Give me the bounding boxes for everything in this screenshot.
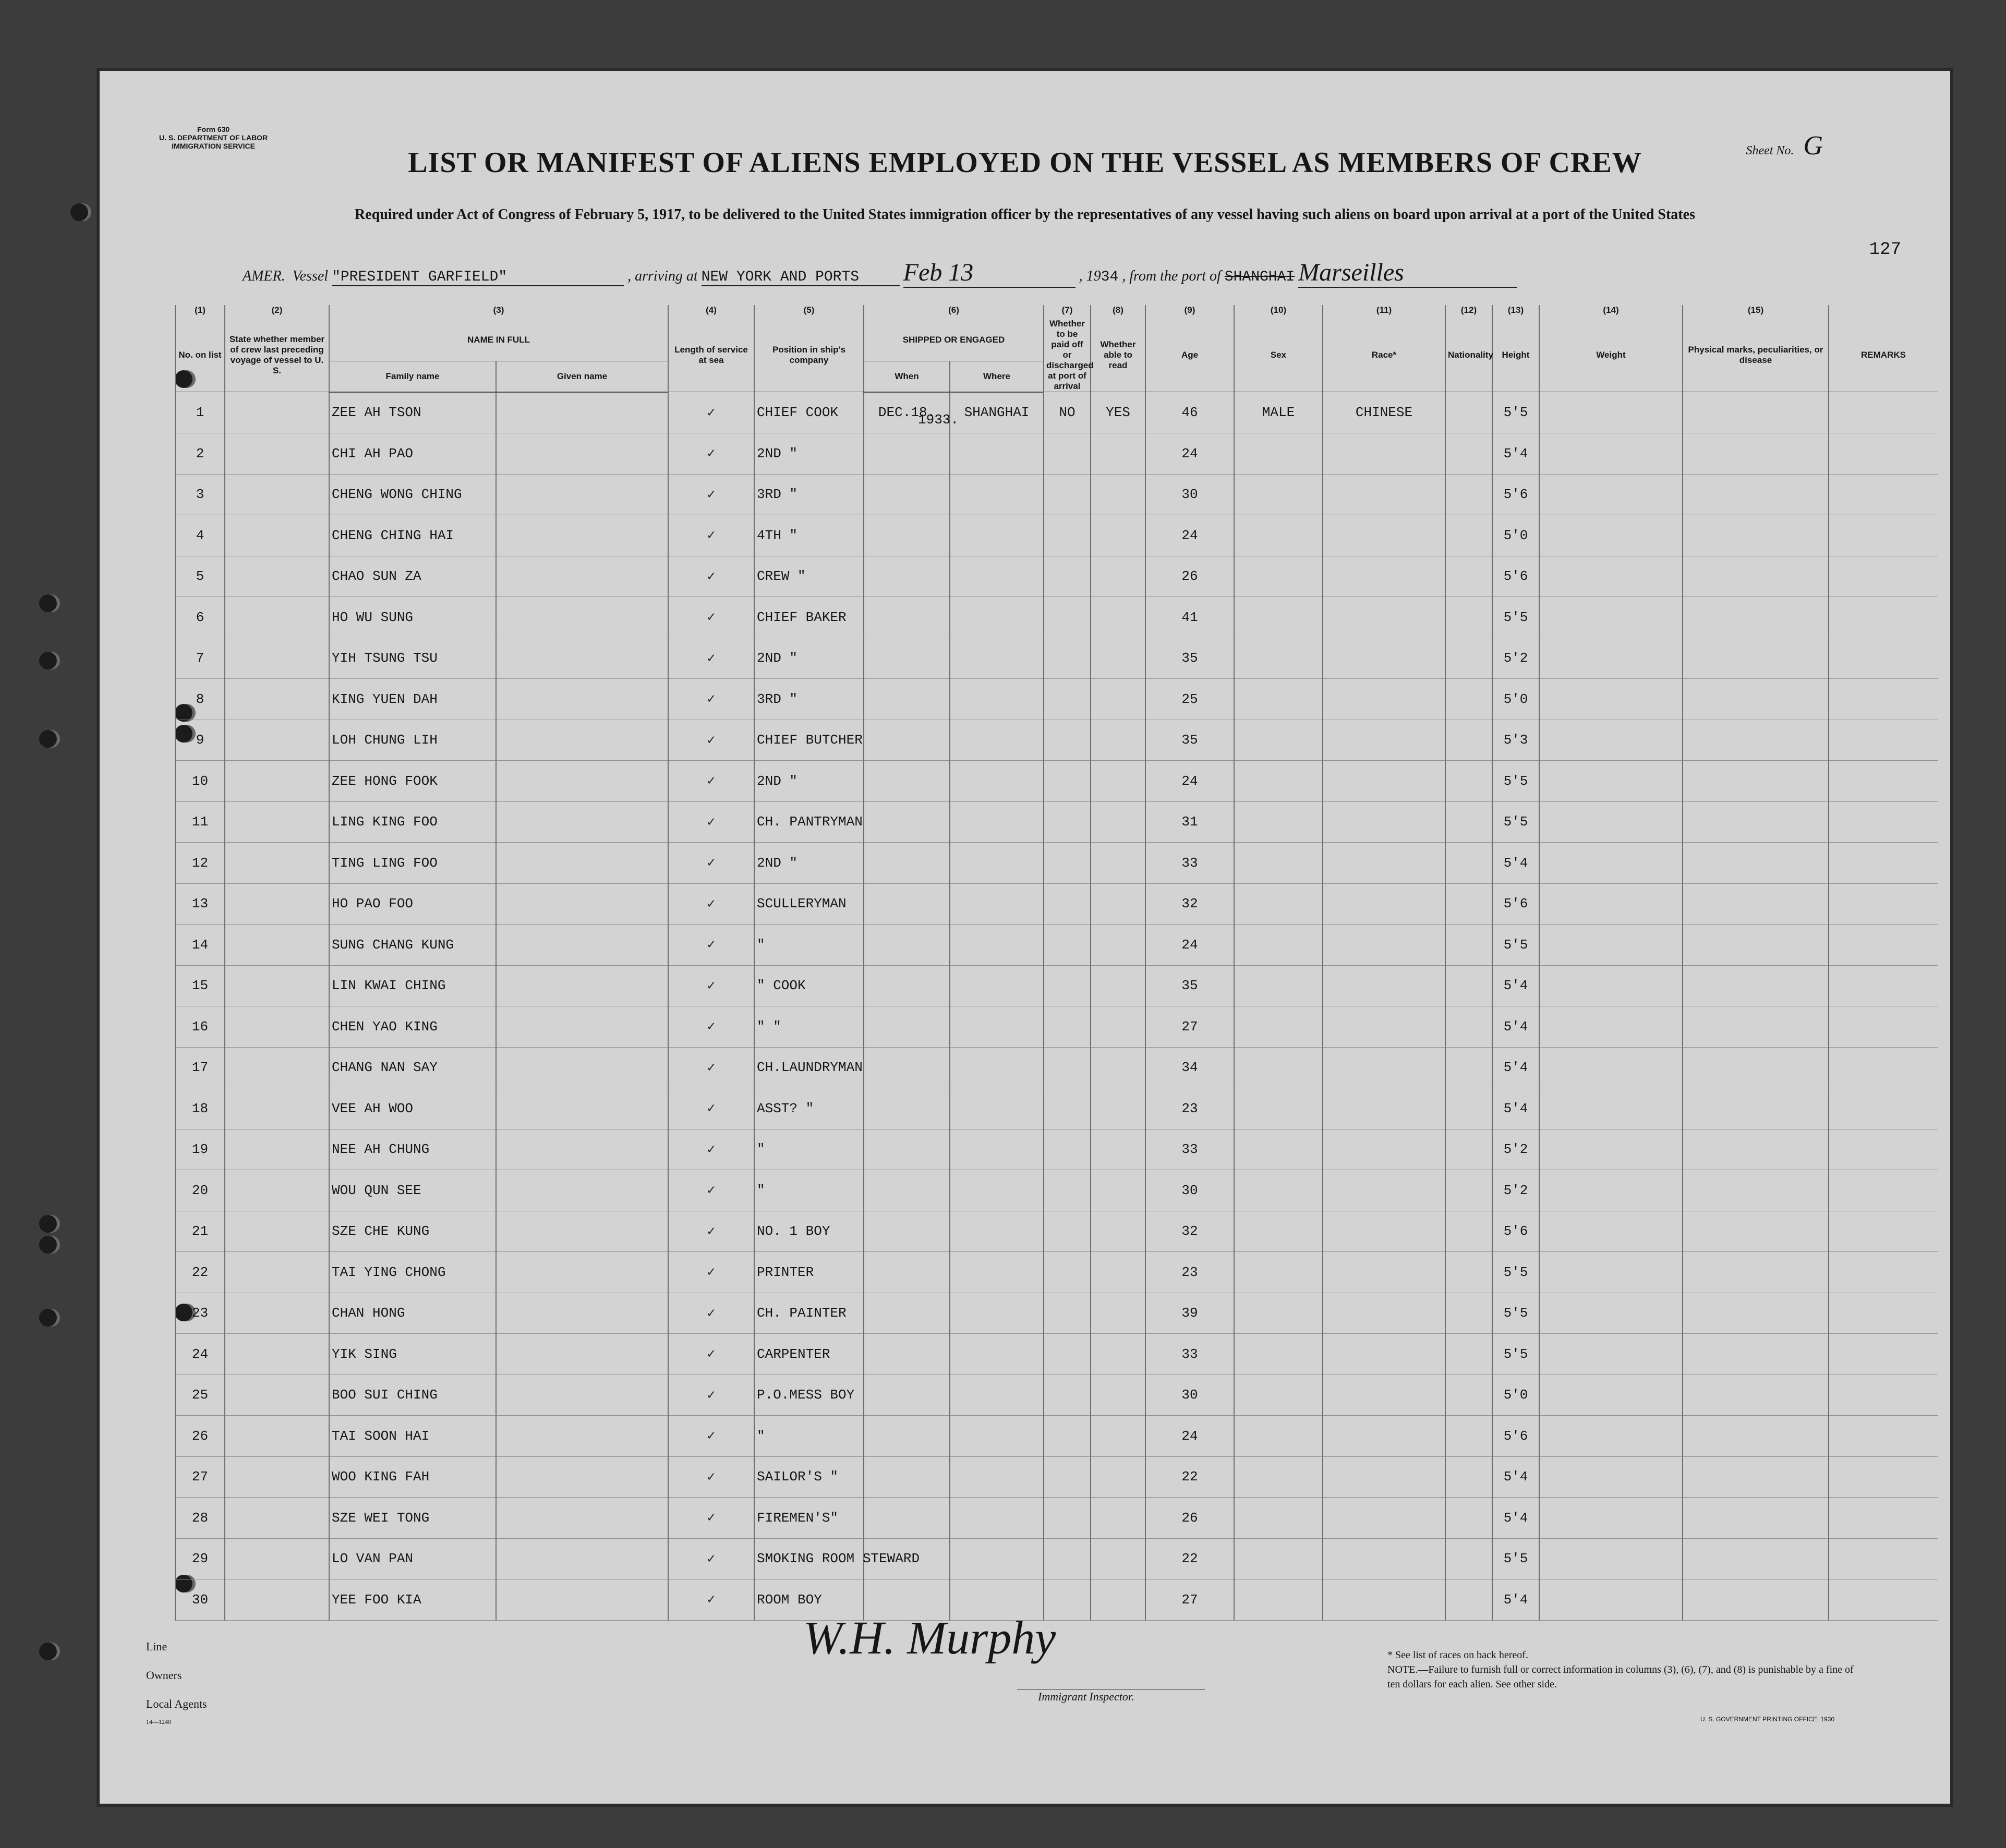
cell-height: 5'4 <box>1492 433 1539 475</box>
table-row <box>175 433 1938 475</box>
cell-age: 33 <box>1145 843 1234 884</box>
cell-family: WOO KING FAH <box>329 1456 496 1498</box>
cell-family: CHEN YAO KING <box>329 1006 496 1048</box>
departure-port: Marseilles <box>1298 258 1517 288</box>
cell-age: 32 <box>1145 1211 1234 1252</box>
check-mark: ✓ <box>668 883 754 925</box>
cell-no: 26 <box>175 1416 225 1457</box>
cell-family: ZEE HONG FOOK <box>329 761 496 802</box>
cell-when: DEC.18. <box>864 392 950 433</box>
cell-position: 2ND " <box>754 843 864 884</box>
cell-position: 3RD " <box>754 679 864 720</box>
cell-position: SCULLERYMAN <box>754 883 864 925</box>
table-row <box>175 883 1938 925</box>
cell-height: 5'0 <box>1492 515 1539 556</box>
check-mark: ✓ <box>668 1293 754 1334</box>
table-row <box>175 597 1938 638</box>
year-note: 1933. <box>918 412 959 428</box>
cell-height: 5'4 <box>1492 1579 1539 1621</box>
cell-no: 25 <box>175 1375 225 1416</box>
cell-height: 5'4 <box>1492 1456 1539 1498</box>
cell-age: 26 <box>1145 556 1234 597</box>
cell-no: 19 <box>175 1129 225 1170</box>
cell-no: 15 <box>175 965 225 1006</box>
cell-position: " <box>754 1170 864 1211</box>
cell-family: KING YUEN DAH <box>329 679 496 720</box>
cell-age: 46 <box>1145 392 1234 433</box>
cell-age: 35 <box>1145 720 1234 761</box>
cell-no: 7 <box>175 638 225 679</box>
table-row <box>175 801 1938 843</box>
check-mark: ✓ <box>668 1456 754 1498</box>
cell-position: " <box>754 1129 864 1170</box>
cell-height: 5'2 <box>1492 1170 1539 1211</box>
check-mark: ✓ <box>668 925 754 966</box>
cell-family: TAI YING CHONG <box>329 1252 496 1293</box>
cell-position: CREW " <box>754 556 864 597</box>
binder-hole <box>70 203 88 221</box>
binder-hole <box>39 1215 57 1233</box>
cell-age: 27 <box>1145 1579 1234 1621</box>
inspector-signature: W.H. Murphy <box>803 1612 1056 1664</box>
printer-imprint: U. S. GOVERNMENT PRINTING OFFICE: 1930 <box>1700 1716 1835 1723</box>
cell-height: 5'6 <box>1492 883 1539 925</box>
cell-family: SUNG CHANG KUNG <box>329 925 496 966</box>
cell-position: PRINTER <box>754 1252 864 1293</box>
table-row <box>175 1579 1938 1621</box>
inspector-label: Immigrant Inspector. <box>1017 1689 1205 1704</box>
check-mark: ✓ <box>668 1047 754 1088</box>
table-row <box>175 761 1938 802</box>
cell-age: 34 <box>1145 1047 1234 1088</box>
check-mark: ✓ <box>668 556 754 597</box>
cell-position: NO. 1 BOY <box>754 1211 864 1252</box>
check-mark: ✓ <box>668 1252 754 1293</box>
cell-position: ASST? " <box>754 1088 864 1129</box>
table-row <box>175 1170 1938 1211</box>
sheet-number: Sheet No. G <box>1746 131 1823 161</box>
cell-age: 24 <box>1145 515 1234 556</box>
table-row <box>175 556 1938 597</box>
cell-family: WOU QUN SEE <box>329 1170 496 1211</box>
cell-age: 23 <box>1145 1252 1234 1293</box>
cell-age: 23 <box>1145 1088 1234 1129</box>
cell-family: CHAN HONG <box>329 1293 496 1334</box>
footer-fields: Line Owners Local Agents 14—1240 <box>146 1640 207 1725</box>
cell-age: 39 <box>1145 1293 1234 1334</box>
cell-position: 2ND " <box>754 638 864 679</box>
cell-no: 23 <box>175 1293 225 1334</box>
table-row <box>175 515 1938 556</box>
cell-family: BOO SUI CHING <box>329 1375 496 1416</box>
cell-age: 22 <box>1145 1538 1234 1579</box>
cell-height: 5'6 <box>1492 1416 1539 1457</box>
document-subtitle: Required under Act of Congress of February 5, 1917, to be delivered to the United States immigration officer by the representatives of any vessel having such aliens on board upon arrival at a port of the United States <box>355 206 1695 223</box>
cell-height: 5'2 <box>1492 638 1539 679</box>
cell-position: CARPENTER <box>754 1334 864 1375</box>
voyage-line: AMER. Vessel "PRESIDENT GARFIELD" , arriving at NEW YORK AND PORTS Feb 13 , 1934 , from the port of SHANGHAI Marseilles <box>243 258 1839 288</box>
cell-position: " <box>754 925 864 966</box>
footnotes: * See list of races on back hereof. NOTE.—Failure to furnish full or correct information in columns (3), (6), (7), and (8) is punishable by a fine of ten dollars for each alien. See other side. <box>1387 1649 1854 1690</box>
cell-age: 33 <box>1145 1129 1234 1170</box>
cell-family: HO WU SUNG <box>329 597 496 638</box>
check-mark: ✓ <box>668 1416 754 1457</box>
table-row <box>175 1006 1938 1048</box>
cell-height: 5'5 <box>1492 597 1539 638</box>
table-row <box>175 1498 1938 1539</box>
cell-no: 4 <box>175 515 225 556</box>
cell-sex: MALE <box>1234 392 1323 433</box>
cell-no: 1 <box>175 392 225 433</box>
table-row <box>175 1416 1938 1457</box>
cell-no: 12 <box>175 843 225 884</box>
cell-family: TAI SOON HAI <box>329 1416 496 1457</box>
table-row <box>175 1334 1938 1375</box>
cell-height: 5'4 <box>1492 1006 1539 1048</box>
cell-no: 14 <box>175 925 225 966</box>
cell-family: CHENG WONG CHING <box>329 474 496 515</box>
cell-no: 11 <box>175 801 225 843</box>
check-mark: ✓ <box>668 515 754 556</box>
arrival-port: NEW YORK AND PORTS <box>702 269 900 286</box>
binder-hole <box>39 1643 57 1660</box>
table-row <box>175 1293 1938 1334</box>
page-number: 127 <box>1869 240 1901 260</box>
cell-height: 5'5 <box>1492 1334 1539 1375</box>
cell-race: CHINESE <box>1323 392 1445 433</box>
cell-family: CHAO SUN ZA <box>329 556 496 597</box>
cell-age: 33 <box>1145 1334 1234 1375</box>
table-row <box>175 1252 1938 1293</box>
cell-family: HO PAO FOO <box>329 883 496 925</box>
cell-age: 24 <box>1145 925 1234 966</box>
check-mark: ✓ <box>668 433 754 475</box>
check-mark: ✓ <box>668 1211 754 1252</box>
cell-age: 24 <box>1145 433 1234 475</box>
table-row <box>175 1047 1938 1088</box>
cell-height: 5'5 <box>1492 1293 1539 1334</box>
cell-no: 2 <box>175 433 225 475</box>
cell-family: LOH CHUNG LIH <box>329 720 496 761</box>
vessel-name: "PRESIDENT GARFIELD" <box>332 269 624 286</box>
cell-age: 26 <box>1145 1498 1234 1539</box>
table-row <box>175 1538 1938 1579</box>
cell-age: 32 <box>1145 883 1234 925</box>
arrival-date: Feb 13 <box>903 258 1075 288</box>
cell-age: 24 <box>1145 761 1234 802</box>
cell-age: 35 <box>1145 965 1234 1006</box>
check-mark: ✓ <box>668 1579 754 1621</box>
cell-family: CHENG CHING HAI <box>329 515 496 556</box>
binder-hole <box>39 594 57 612</box>
binder-hole <box>39 652 57 670</box>
cell-height: 5'6 <box>1492 474 1539 515</box>
cell-height: 5'0 <box>1492 679 1539 720</box>
cell-height: 5'4 <box>1492 965 1539 1006</box>
cell-height: 5'6 <box>1492 556 1539 597</box>
cell-no: 6 <box>175 597 225 638</box>
check-mark: ✓ <box>668 1170 754 1211</box>
check-mark: ✓ <box>668 761 754 802</box>
check-mark: ✓ <box>668 597 754 638</box>
cell-height: 5'6 <box>1492 1211 1539 1252</box>
column-number-row: (1) (2) (3) (4) (5) (6) (7) (8) (9) (10) (11) (12) (13) (14) (15) <box>175 305 1938 319</box>
cell-where: SHANGHAI <box>950 392 1044 433</box>
document-title: LIST OR MANIFEST OF ALIENS EMPLOYED ON THE VESSEL AS MEMBERS OF CREW <box>408 147 1642 179</box>
table-row <box>175 392 1938 433</box>
table-row <box>175 965 1938 1006</box>
cell-position: P.O.MESS BOY <box>754 1375 864 1416</box>
cell-position: 4TH " <box>754 515 864 556</box>
cell-family: VEE AH WOO <box>329 1088 496 1129</box>
cell-position: ROOM BOY <box>754 1579 864 1621</box>
check-mark: ✓ <box>668 801 754 843</box>
table-row <box>175 1211 1938 1252</box>
cell-no: 20 <box>175 1170 225 1211</box>
arrival-year: 34 <box>1101 269 1119 285</box>
cell-position: SAILOR'S " <box>754 1456 864 1498</box>
cell-no: 17 <box>175 1047 225 1088</box>
cell-height: 5'4 <box>1492 1498 1539 1539</box>
cell-position: CHIEF BAKER <box>754 597 864 638</box>
binder-hole <box>39 730 57 748</box>
cell-position: FIREMEN'S" <box>754 1498 864 1539</box>
cell-no: 29 <box>175 1538 225 1579</box>
cell-height: 5'5 <box>1492 925 1539 966</box>
cell-height: 5'3 <box>1492 720 1539 761</box>
check-mark: ✓ <box>668 1129 754 1170</box>
cell-age: 30 <box>1145 474 1234 515</box>
cell-age: 35 <box>1145 638 1234 679</box>
cell-position: 3RD " <box>754 474 864 515</box>
cell-no: 13 <box>175 883 225 925</box>
cell-family: YEE FOO KIA <box>329 1579 496 1621</box>
check-mark: ✓ <box>668 679 754 720</box>
cell-family: CHANG NAN SAY <box>329 1047 496 1088</box>
cell-age: 30 <box>1145 1375 1234 1416</box>
departure-port-struck: SHANGHAI <box>1224 269 1295 285</box>
flag: AMER. <box>243 268 285 284</box>
cell-position: 2ND " <box>754 433 864 475</box>
table-row <box>175 925 1938 966</box>
cell-height: 5'2 <box>1492 1129 1539 1170</box>
cell-family: ZEE AH TSON <box>329 392 496 433</box>
check-mark: ✓ <box>668 1375 754 1416</box>
cell-age: 22 <box>1145 1456 1234 1498</box>
cell-position: SMOKING ROOM STEWARD <box>754 1538 864 1579</box>
cell-no: 27 <box>175 1456 225 1498</box>
cell-no: 3 <box>175 474 225 515</box>
cell-family: LIN KWAI CHING <box>329 965 496 1006</box>
cell-age: 31 <box>1145 801 1234 843</box>
cell-age: 24 <box>1145 1416 1234 1457</box>
cell-height: 5'5 <box>1492 761 1539 802</box>
cell-position: CHIEF BUTCHER <box>754 720 864 761</box>
cell-no: 30 <box>175 1579 225 1621</box>
cell-no: 9 <box>175 720 225 761</box>
check-mark: ✓ <box>668 638 754 679</box>
cell-family: LO VAN PAN <box>329 1538 496 1579</box>
cell-family: SZE CHE KUNG <box>329 1211 496 1252</box>
binder-hole <box>39 1236 57 1254</box>
table-row <box>175 720 1938 761</box>
cell-read: YES <box>1091 392 1145 433</box>
cell-age: 27 <box>1145 1006 1234 1048</box>
cell-no: 10 <box>175 761 225 802</box>
cell-position: CH.LAUNDRYMAN <box>754 1047 864 1088</box>
cell-position: CH. PAINTER <box>754 1293 864 1334</box>
column-subheader-row: Family name Given name When Where <box>175 361 1938 392</box>
cell-family: YIH TSUNG TSU <box>329 638 496 679</box>
cell-age: 25 <box>1145 679 1234 720</box>
cell-height: 5'0 <box>1492 1375 1539 1416</box>
cell-position: 2ND " <box>754 761 864 802</box>
cell-height: 5'5 <box>1492 1252 1539 1293</box>
check-mark: ✓ <box>668 720 754 761</box>
check-mark: ✓ <box>668 965 754 1006</box>
binder-hole <box>39 1309 57 1327</box>
cell-position: CHIEF COOK <box>754 392 864 433</box>
cell-no: 18 <box>175 1088 225 1129</box>
cell-family: YIK SING <box>329 1334 496 1375</box>
cell-position: CH. PANTRYMAN <box>754 801 864 843</box>
check-mark: ✓ <box>668 1088 754 1129</box>
cell-no: 8 <box>175 679 225 720</box>
check-mark: ✓ <box>668 1538 754 1579</box>
table-row <box>175 1129 1938 1170</box>
cell-height: 5'5 <box>1492 801 1539 843</box>
table-row <box>175 1088 1938 1129</box>
cell-no: 21 <box>175 1211 225 1252</box>
check-mark: ✓ <box>668 474 754 515</box>
cell-no: 5 <box>175 556 225 597</box>
cell-age: 41 <box>1145 597 1234 638</box>
cell-height: 5'5 <box>1492 1538 1539 1579</box>
cell-family: TING LING FOO <box>329 843 496 884</box>
cell-family: NEE AH CHUNG <box>329 1129 496 1170</box>
table-row <box>175 679 1938 720</box>
cell-position: " " <box>754 1006 864 1048</box>
column-header-row: No. on list State whether member of crew last preceding voyage of vessel to U. S. NAME IN FULL Length of service at sea Position in ship's company SHIPPED OR ENGAGED Whether to be paid off or discharged at port of arrival Whether able to read Age Sex Race* Nationality Height Weight Physical marks, peculiarities, or disease REMARKS <box>175 319 1938 361</box>
form-identifier: Form 630 U. S. DEPARTMENT OF LABOR IMMIGRATION SERVICE <box>159 125 268 150</box>
check-mark: ✓ <box>668 843 754 884</box>
check-mark: ✓ <box>668 392 754 433</box>
check-mark: ✓ <box>668 1334 754 1375</box>
cell-no: 16 <box>175 1006 225 1048</box>
table-row <box>175 1375 1938 1416</box>
cell-position: " <box>754 1416 864 1457</box>
cell-family: CHI AH PAO <box>329 433 496 475</box>
cell-height: 5'5 <box>1492 392 1539 433</box>
cell-no: 22 <box>175 1252 225 1293</box>
table-row <box>175 638 1938 679</box>
cell-position: " COOK <box>754 965 864 1006</box>
cell-height: 5'4 <box>1492 843 1539 884</box>
cell-height: 5'4 <box>1492 1088 1539 1129</box>
cell-no: 28 <box>175 1498 225 1539</box>
cell-height: 5'4 <box>1492 1047 1539 1088</box>
cell-paid: NO <box>1044 392 1091 433</box>
cell-family: LING KING FOO <box>329 801 496 843</box>
cell-no: 24 <box>175 1334 225 1375</box>
table-row <box>175 1456 1938 1498</box>
crew-table <box>175 305 1938 1621</box>
check-mark: ✓ <box>668 1006 754 1048</box>
check-mark: ✓ <box>668 1498 754 1539</box>
table-row <box>175 474 1938 515</box>
table-row <box>175 843 1938 884</box>
cell-age: 30 <box>1145 1170 1234 1211</box>
cell-family: SZE WEI TONG <box>329 1498 496 1539</box>
